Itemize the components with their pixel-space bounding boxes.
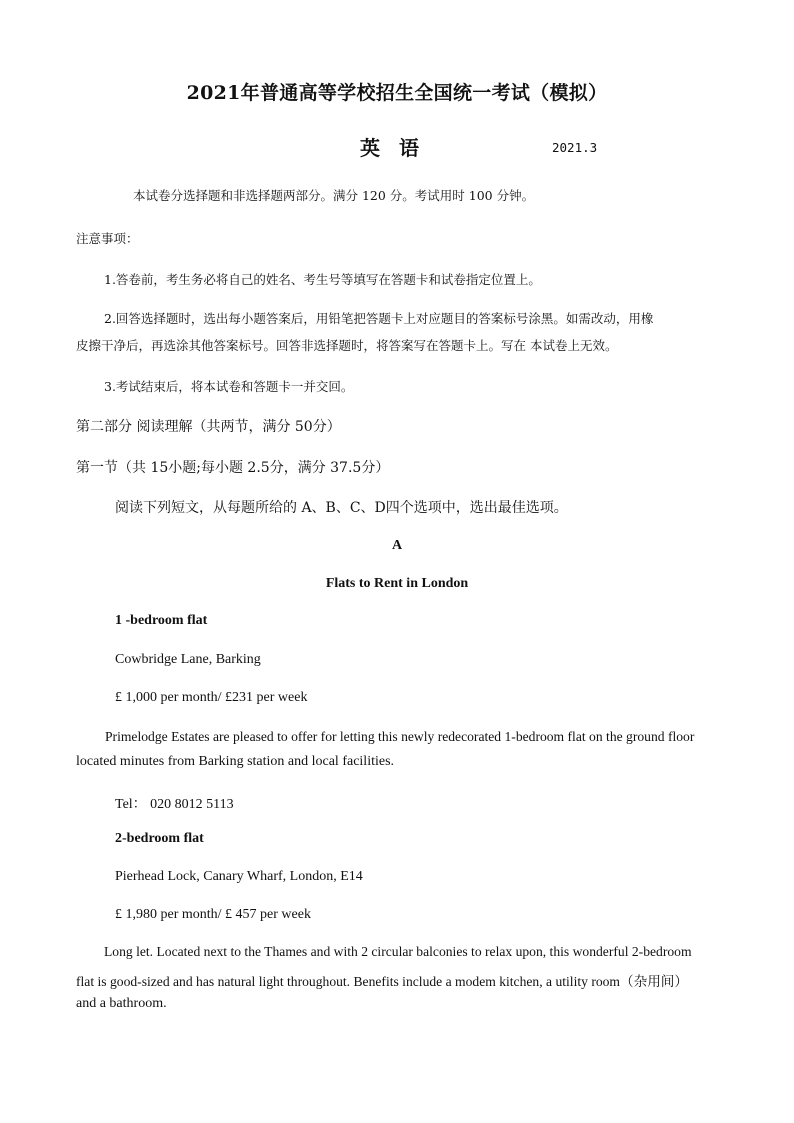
section-part-heading: 第二部分 阅读理解（共两节，满分 50分） (76, 419, 341, 435)
listing-1-price: £ 1,000 per month/ £231 per week (115, 690, 308, 705)
listing-2-description-cont: flat is good-sized and has natural light throughout. Benefits include a modem kitchen, a utility room（杂用间） (76, 974, 688, 989)
passage-label: A (391, 538, 403, 553)
subject-title: 英 语 (360, 136, 425, 160)
listing-1-description: Primelodge Estates are pleased to offer for letting this newly redecorated 1-bedroom flat on the ground floor (105, 729, 695, 744)
listing-2-description-end: and a bathroom. (76, 996, 167, 1011)
listing-2-heading: 2-bedroom flat (115, 831, 204, 846)
listing-1-heading: 1 -bedroom flat (115, 613, 208, 628)
notice-item-1: 1.答卷前，考生务必将自己的姓名、考生号等填写在答题卡和试卷指定位置上。 (104, 272, 541, 287)
exam-date: 2021.3 (552, 140, 598, 155)
listing-2-address: Pierhead Lock, Canary Wharf, London, E14 (115, 869, 363, 884)
notice-item-3: 3.考试结束后，将本试卷和答题卡一并交回。 (104, 379, 354, 394)
section-instruction: 阅读下列短文，从每题所给的 A、B、C、D四个选项中，选出最佳选项。 (115, 500, 568, 516)
listing-1-tel: Tel： 020 8012 5113 (115, 797, 234, 812)
listing-1-description-cont: located minutes from Barking station and local facilities. (76, 754, 395, 769)
notice-item-2: 2.回答选择题时，选出每小题答案后，用铅笔把答题卡上对应题目的答案标号涂黑。如需改动，用橡 (104, 311, 654, 326)
notice-item-2-cont: 皮擦干净后，再选涂其他答案标号。回答非选择题时，将答案写在答题卡上。写在 本试卷上无效。 (76, 338, 618, 353)
listing-2-description: Long let. Located next to the Thames and with 2 circular balconies to relax upon, this wonderful 2-bedroom (104, 944, 692, 959)
exam-summary: 本试卷分选择题和非选择题两部分。满分 120 分。考试用时 100 分钟。 (133, 188, 535, 203)
listing-1-address: Cowbridge Lane, Barking (115, 652, 261, 667)
section-sub-heading: 第一节（共 15小题;每小题 2.5分，满分 37.5分） (76, 460, 390, 476)
exam-title: 2021年普通高等学校招生全国统一考试（模拟） (186, 82, 608, 104)
notice-heading: 注意事项： (76, 231, 139, 246)
listing-2-price: £ 1,980 per month/ £ 457 per week (115, 907, 311, 922)
passage-title: Flats to Rent in London (325, 576, 469, 591)
